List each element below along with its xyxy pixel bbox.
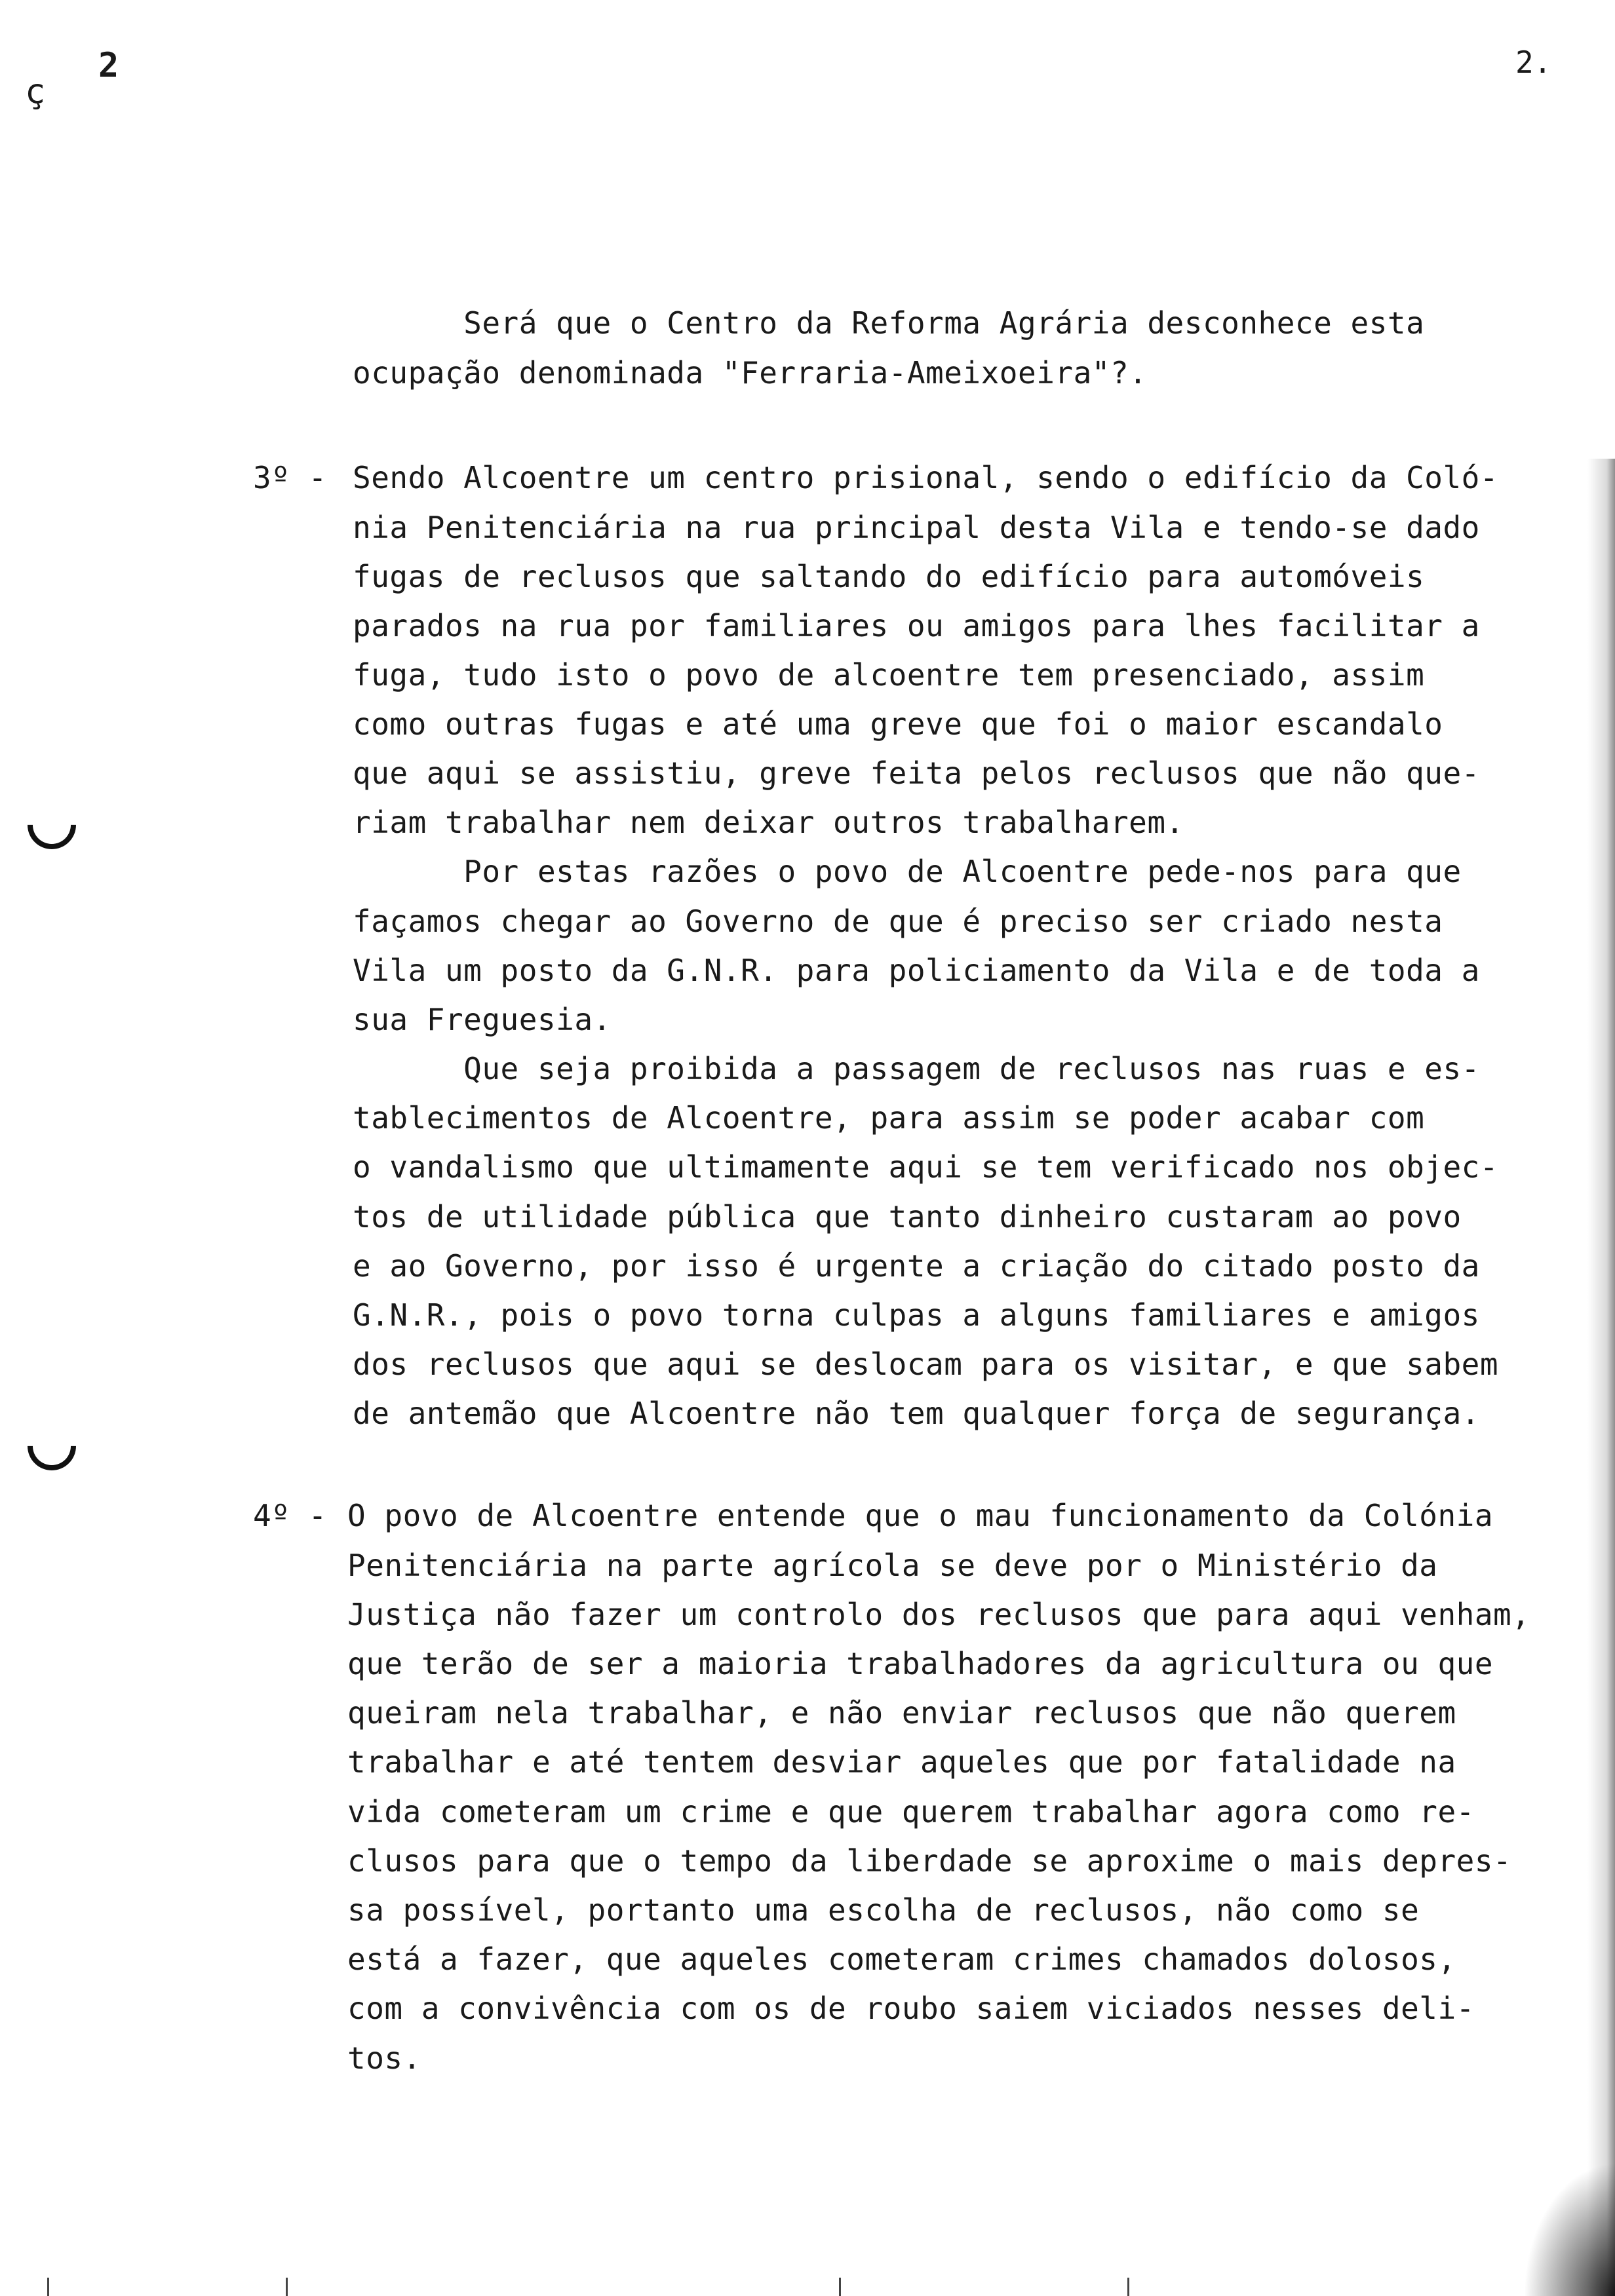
text-line: que aqui se assistiu, greve feita pelos reclusos que não que- <box>353 756 1480 791</box>
scan-tick <box>1127 2278 1129 2296</box>
text-line: queiram nela trabalhar, e não enviar reclusos que não querem <box>347 1695 1456 1731</box>
handwritten-mark: ç <box>25 72 46 111</box>
text-line: Será que o Centro da Reforma Agrária desconhece esta <box>353 305 1425 341</box>
text-line: nia Penitenciária na rua principal desta Vila e tendo-se dado <box>353 510 1480 545</box>
scan-tick <box>839 2278 841 2296</box>
handwritten-mark: 2 <box>98 46 119 85</box>
text-line: de antemão que Alcoentre não tem qualquer força de segurança. <box>353 1396 1480 1431</box>
text-line: façamos chegar ao Governo de que é preciso ser criado nesta <box>353 904 1443 939</box>
text-line: trabalhar e até tentem desviar aqueles que por fatalidade na <box>347 1744 1456 1780</box>
text-line: Que seja proibida a passagem de reclusos nas ruas e es- <box>353 1051 1480 1086</box>
text-line: está a fazer, que aqueles cometeram crimes chamados dolosos, <box>347 1942 1456 1977</box>
punch-hole-icon <box>18 1412 87 1481</box>
text-line: Vila um posto da G.N.R. para policiamento da Vila e de toda a <box>353 953 1480 988</box>
text-line: fugas de reclusos que saltando do edifício para automóveis <box>353 559 1425 594</box>
text-line: vida cometeram um crime e que querem trabalhar agora como re- <box>347 1794 1475 1829</box>
text-line: parados na rua por familiares ou amigos para lhes facilitar a <box>353 608 1480 643</box>
text-line: com a convivência com os de roubo saiem viciados nesses deli- <box>347 1991 1475 2026</box>
text-line: Justiça não fazer um controlo dos reclusos que para aqui venham, <box>347 1597 1530 1632</box>
text-line: tos. <box>347 2040 421 2076</box>
page-number: 2. <box>1515 45 1552 80</box>
text-line: como outras fugas e até uma greve que foi o maior escandalo <box>353 706 1443 742</box>
scan-tick <box>47 2278 49 2296</box>
punch-hole-icon <box>18 791 87 860</box>
text-line: dos reclusos que aqui se deslocam para os visitar, e que sabem <box>353 1347 1499 1382</box>
item-number: 4º - <box>253 1498 327 1533</box>
text-line: tablecimentos de Alcoentre, para assim se poder acabar com <box>353 1100 1425 1136</box>
text-line: tos de utilidade pública que tanto dinheiro custaram ao povo <box>353 1199 1462 1234</box>
item-number: 3º - <box>253 460 327 495</box>
text-line: O povo de Alcoentre entende que o mau funcionamento da Colónia <box>347 1498 1494 1533</box>
text-line: Por estas razões o povo de Alcoentre pede-nos para que <box>353 854 1462 889</box>
text-line: G.N.R., pois o povo torna culpas a alguns familiares e amigos <box>353 1297 1480 1333</box>
text-line: e ao Governo, por isso é urgente a criação do citado posto da <box>353 1248 1480 1284</box>
scan-edge-shadow <box>1587 459 1615 2296</box>
text-line: ocupação denominada "Ferraria-Ameixoeira"?. <box>353 355 1148 391</box>
text-line: Sendo Alcoentre um centro prisional, sendo o edifício da Coló- <box>353 460 1499 495</box>
scan-corner-artifact <box>1523 2162 1615 2296</box>
text-line: sa possível, portanto uma escolha de reclusos, não como se <box>347 1892 1420 1928</box>
text-line: clusos para que o tempo da liberdade se aproxime o mais depres- <box>347 1843 1512 1879</box>
text-line: fuga, tudo isto o povo de alcoentre tem presenciado, assim <box>353 657 1425 693</box>
text-line: que terão de ser a maioria trabalhadores da agricultura ou que <box>347 1646 1494 1681</box>
text-line: riam trabalhar nem deixar outros trabalharem. <box>353 805 1184 840</box>
text-line: sua Freguesia. <box>353 1002 612 1037</box>
scan-tick <box>286 2278 288 2296</box>
text-line: Penitenciária na parte agrícola se deve por o Ministério da <box>347 1548 1438 1583</box>
text-line: o vandalismo que ultimamente aqui se tem verificado nos objec- <box>353 1149 1499 1185</box>
